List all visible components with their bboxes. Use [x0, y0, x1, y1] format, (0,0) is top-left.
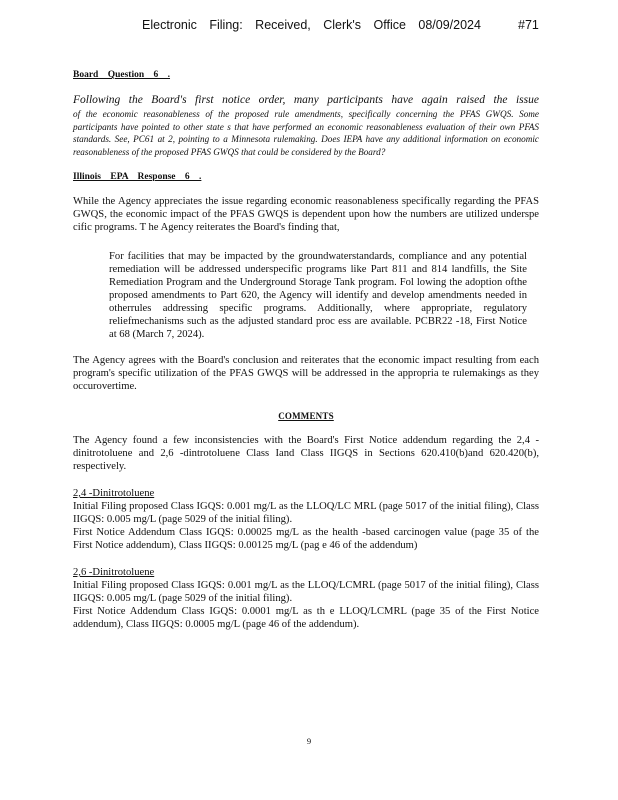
filing-header: [0, 18, 618, 38]
board-finding-quote: For facilities that may be impacted by the groundwaterstandards, compliance and any potential remediation will be addressed underspecific programs like Part 811 and 814 landfills, the Site Remediation Program and the Underground Storage Tank program. Fol lowing the adoption ofthe proposed amendments to Part 620, the Agency will identify and develop amendments needed in otherrules addressing specific programs. Additionally, where appropriate, regulatory reliefmechanisms such as the adjusted standard proc ess are available. PCBR22 -18, First Notice at 68 (March 7, 2024).: [109, 251, 527, 340]
filing-stamp: Electronic Filing: Received, Clerk's Office 08/09/2024: [142, 18, 481, 32]
comment-item-24-dnt: [73, 487, 539, 552]
response-label: Illinois EPA Response 6 .: [73, 172, 202, 182]
comment-item-title: 2,6 -Dinitrotoluene: [73, 567, 155, 578]
question-text-block: [73, 94, 539, 158]
document-number: #71: [518, 18, 539, 32]
response-paragraph-1: While the Agency appreciates the issue regarding economic reasonableness specifically regarding the PFAS GWQS, the economic impact of the PFAS GWQS is dependent upon how the numbers are utilized underspe cific programs. T he Agency reiterates the Board's finding that,: [73, 196, 539, 233]
comment-item-26-dnt: [73, 566, 539, 631]
comments-intro: The Agency found a few inconsistencies with the Board's First Notice addendum regarding the 2,4 -dinitrotoluene and 2,6 -dintrotoluene Class Iand Class IIGQS in Sections 620.410(b)and 620.420(b), respectively.: [73, 435, 539, 472]
comment-item-first-notice: First Notice Addendum Class IGQS: 0.0001 mg/L as th e LLOQ/LCMRL (page 35 of the First Notice addendum), Class IIGQS: 0.0005 mg/L (page 46 of the addendum).: [73, 606, 539, 630]
document-body: [73, 70, 539, 631]
page-number: 9: [306, 736, 312, 746]
comment-item-initial-filing: Initial Filing proposed Class IGQS: 0.001 mg/L as the LLOQ/LC MRL (page 5017 of the initial filing), Class IIGQS: 0.005 mg/L (page 5029 of the initial filing).: [73, 501, 539, 525]
response-paragraph-2: The Agency agrees with the Board's conclusion and reiterates that the economic impact resulting from each program's specific utilization of the PFAS GWQS will be addressed in the appropria te rulemakings as they occurovertime.: [73, 355, 539, 392]
comment-item-first-notice: First Notice Addendum Class IGQS: 0.00025 mg/L as the health -based carcinogen value (page 35 of the First Notice addendum), Class IIGQS: 0.00125 mg/L (pag e 46 of the addendum): [73, 527, 539, 551]
question-lead: Following the Board's first notice order, many participants have again raised the issue: [73, 94, 539, 106]
comment-item-initial-filing: Initial Filing proposed Class IGQS: 0.001 mg/L as the LLOQ/LCMRL (page 5017 of the initial filing), Class IIGQS: 0.005 mg/L (page 5029 of the initial filing).: [73, 580, 539, 604]
question-label: Board Question 6 .: [73, 70, 171, 80]
comments-heading: COMMENTS: [278, 411, 334, 421]
question-text: of the economic reasonableness of the proposed rule amendments, specifically concerning the PFAS GWQS. Some participants have pointed to other state s that have performed an economic reasonableness evaluation of their own PFAS standards. See, PC61 at 2, pointing to a Minnesota rulemaking. Does IEPA have any additional information on economic reasonableness of the proposed PFAS GWQS that could be considered by the Board?: [73, 109, 539, 157]
comment-item-title: 2,4 -Dinitrotoluene: [73, 488, 155, 499]
